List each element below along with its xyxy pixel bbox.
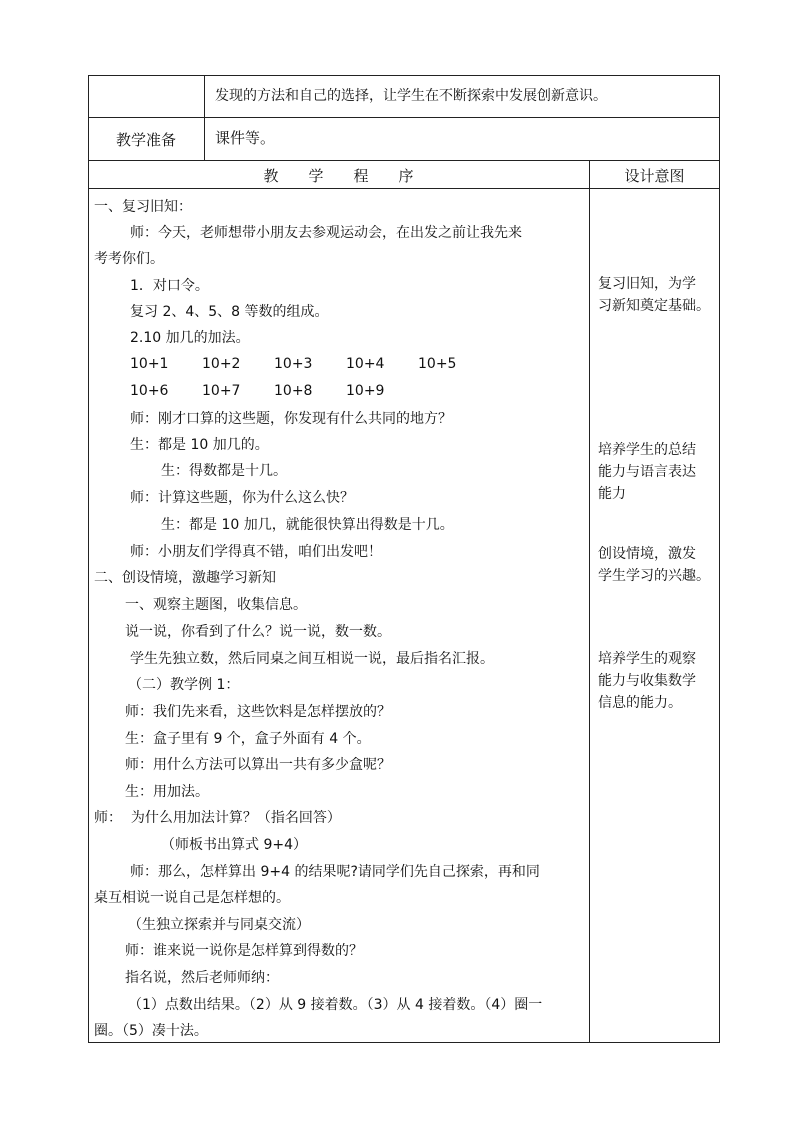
teacher-question: 师：计算这些题，你为什么这么快？ <box>130 490 354 506</box>
teacher-question-cont: 桌互相说一说自己是怎样想的。 <box>94 890 290 906</box>
teacher-line: 师：今天，老师想带小朋友去参观运动会，在出发之前让我先来 <box>130 225 522 241</box>
student-answer: 生：得数都是十几。 <box>161 463 287 479</box>
equation: 10+2 <box>202 356 241 372</box>
teacher-question: 师：用什么方法可以算出一共有多少盒呢？ <box>125 757 391 773</box>
teacher-question: 师：那么，怎样算出 9+4 的结果呢?请同学们先自己探索，再和同 <box>130 864 540 880</box>
intent-note: 信息的能力。 <box>598 695 682 711</box>
item-1: 1．对口令。 <box>130 278 209 294</box>
intent-note: 培养学生的观察 <box>598 651 696 667</box>
equation: 10+3 <box>274 356 313 372</box>
subsection-2: （二）教学例 1： <box>128 677 240 693</box>
board-note: （师板书出算式 9+4） <box>161 837 307 853</box>
intent-header: 设计意图 <box>624 167 685 185</box>
equation: 10+1 <box>130 356 169 372</box>
intent-column-divider <box>589 160 590 1043</box>
methods-line-cont: 圈。（5）凑十法。 <box>94 1023 208 1039</box>
equation: 10+4 <box>346 356 385 372</box>
summary-line: 指名说，然后老师师纳： <box>125 970 279 986</box>
student-answer: 生：盒子里有 9 个，盒子外面有 4 个。 <box>125 731 371 747</box>
student-answer: 生：都是 10 加几的。 <box>130 437 269 453</box>
student-answer: 生：用加法。 <box>125 784 209 800</box>
procedure-header: 教 学 程 序 <box>263 167 414 185</box>
intent-note: 能力与语言表达 <box>598 464 696 480</box>
activity-line: 说一说，你看到了什么？说一说，数一数。 <box>125 624 391 640</box>
subsection-1: 一、观察主题图，收集信息。 <box>125 597 307 613</box>
teacher-praise: 师：小朋友们学得真不错，咱们出发吧！ <box>130 544 382 560</box>
intent-note: 复习旧知，为学 <box>598 276 696 292</box>
prep-label: 教学准备 <box>115 131 176 149</box>
teacher-question: 师：谁来说一说你是怎样算到得数的？ <box>125 943 363 959</box>
row-divider-1 <box>88 117 720 118</box>
intent-note: 能力 <box>598 486 626 502</box>
section-1-title: 一、复习旧知： <box>94 199 192 215</box>
row-divider-2 <box>88 160 720 161</box>
teacher-question: 师：我们先来看，这些饮料是怎样摆放的？ <box>125 704 391 720</box>
equation: 10+5 <box>418 356 457 372</box>
intent-note: 能力与收集数学 <box>598 673 696 689</box>
teacher-line-cont: 考考你们。 <box>94 251 164 267</box>
intent-note: 学生学习的兴趣。 <box>598 568 710 584</box>
activity-note: （生独立探索并与同桌交流） <box>128 917 310 933</box>
teacher-question: 师： 为什么用加法计算？（指名回答） <box>94 810 341 826</box>
methods-line: （1）点数出结果。（2）从 9 接着数。（3）从 4 接着数。（4）圈一 <box>128 997 543 1013</box>
intent-note: 培养学生的总结 <box>598 442 696 458</box>
activity-line: 学生先独立数，然后同桌之间互相说一说，最后指名汇报。 <box>130 651 494 667</box>
intent-note: 习新知奠定基础。 <box>598 298 710 314</box>
row-divider-3 <box>88 188 720 189</box>
item-2: 2.10 加几的加法。 <box>130 330 250 346</box>
section-2-title: 二、创设情境，激趣学习新知 <box>94 570 276 586</box>
prep-value: 课件等。 <box>215 129 276 147</box>
equation: 10+9 <box>346 383 385 399</box>
label-column-divider <box>204 75 205 160</box>
equation: 10+8 <box>274 383 313 399</box>
equation: 10+6 <box>130 383 169 399</box>
teacher-question: 师：刚才口算的这些题，你发现有什么共同的地方？ <box>130 411 452 427</box>
student-answer: 生：都是 10 加几，就能很快算出得数是十几。 <box>161 517 454 533</box>
top-row-text: 发现的方法和自己的选择，让学生在不断探索中发展创新意识。 <box>215 88 607 104</box>
intent-note: 创设情境，激发 <box>598 546 696 562</box>
equation: 10+7 <box>202 383 241 399</box>
item-1-detail: 复习 2、4、5、8 等数的组成。 <box>130 304 329 320</box>
